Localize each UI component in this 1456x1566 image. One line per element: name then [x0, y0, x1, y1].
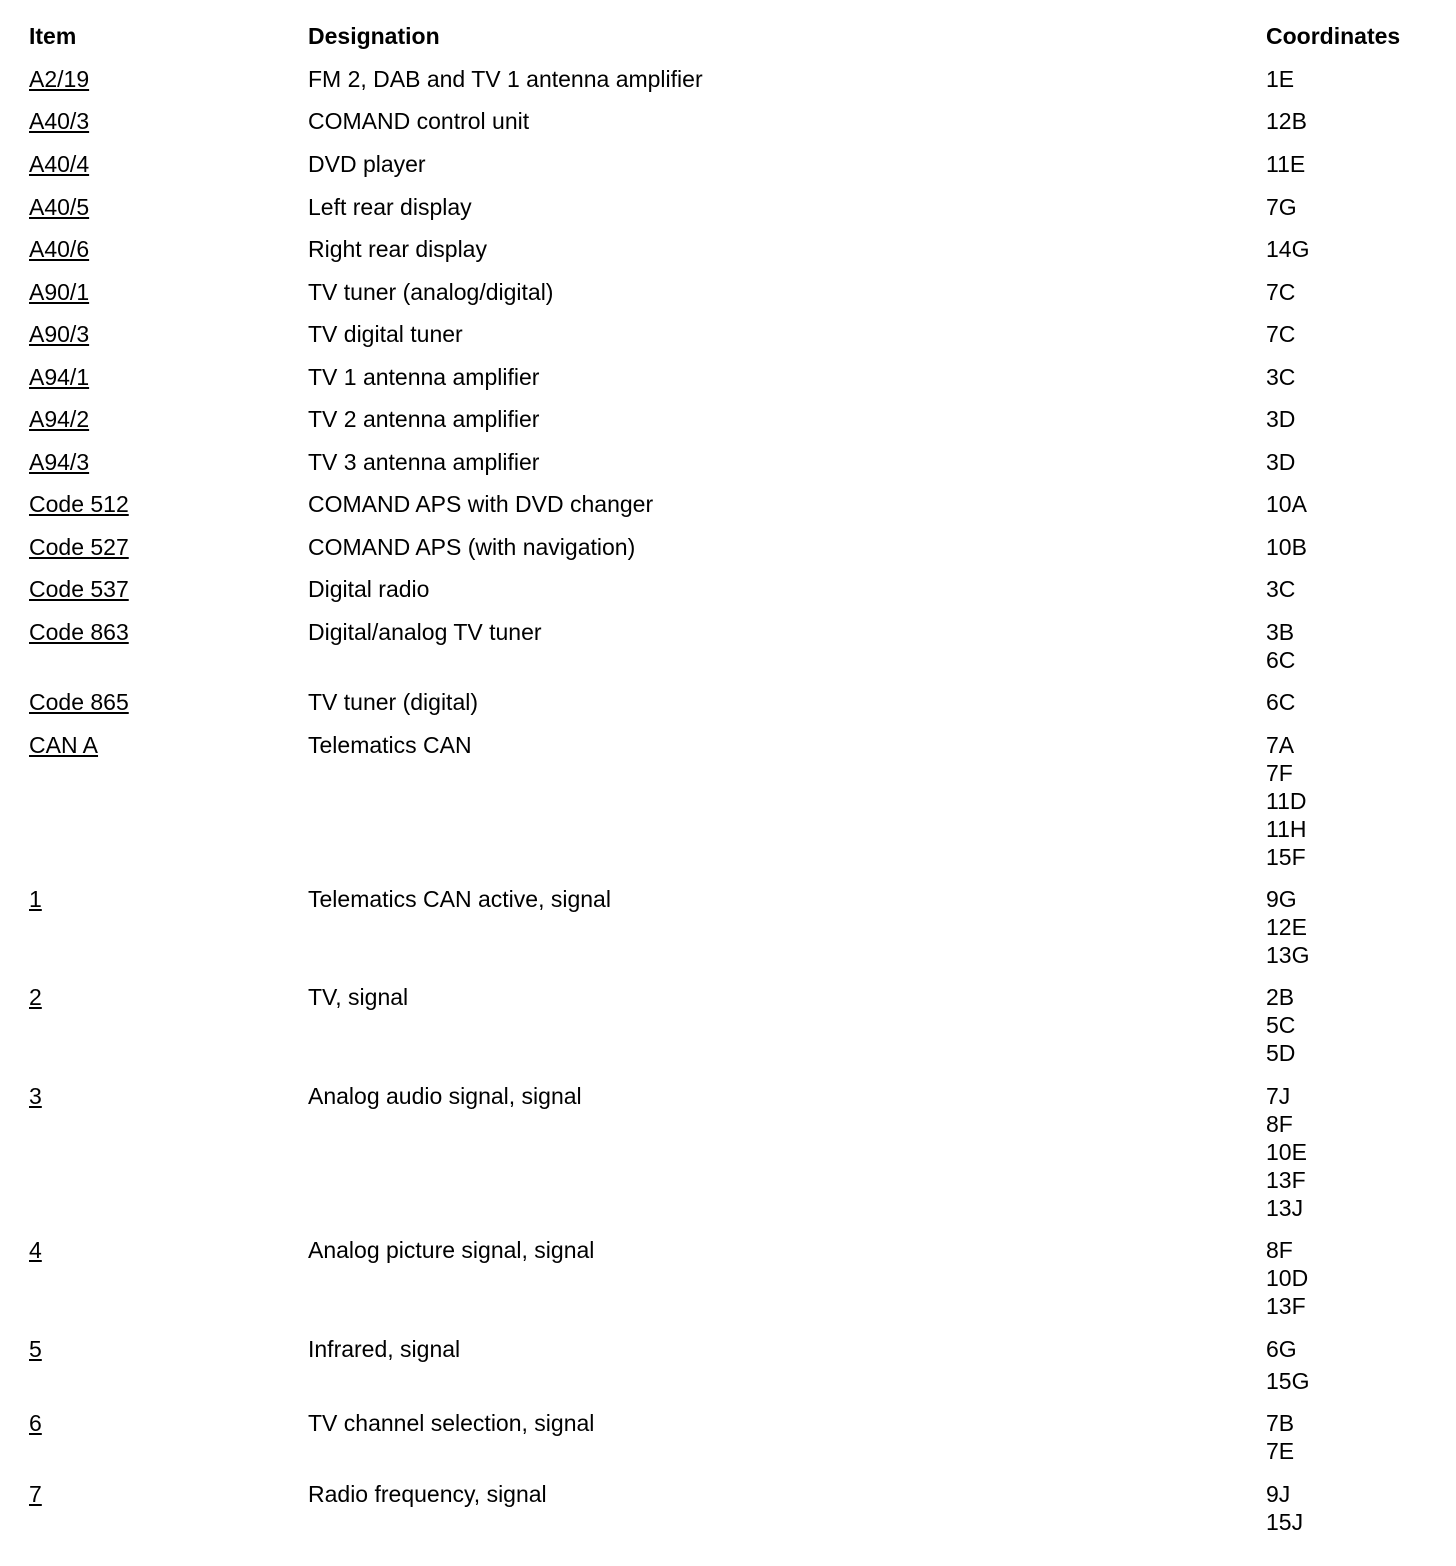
coordinate-value: 7A [1266, 732, 1295, 758]
designation-text: COMAND APS with DVD changer [308, 491, 654, 517]
designation-text: TV tuner (analog/digital) [308, 279, 554, 305]
coordinate-value: 10D [1266, 1265, 1309, 1291]
item-link[interactable]: A90/1 [29, 279, 90, 305]
designation-text: Digital radio [308, 576, 430, 602]
coordinate-value: 6C [1266, 647, 1296, 673]
coordinate-value: 11D [1266, 788, 1307, 814]
coordinate-value: 10A [1266, 491, 1307, 517]
coordinate-value: 10B [1266, 534, 1307, 560]
coordinate-value: 6C [1266, 689, 1296, 715]
coordinates-cell [1266, 490, 1307, 518]
designation-text: Analog audio signal, signal [308, 1083, 582, 1109]
designation-text: Infrared, signal [308, 1336, 461, 1362]
coordinates-cell [1266, 65, 1294, 93]
coordinate-value: 5D [1266, 1040, 1296, 1066]
item-link[interactable]: A40/5 [29, 194, 90, 220]
coordinate-value: 7C [1266, 279, 1296, 305]
designation-text: DVD player [308, 151, 426, 177]
header-coordinates: Coordinates [1266, 23, 1401, 49]
item-link[interactable]: A40/3 [29, 108, 90, 134]
coordinates-cell [1266, 235, 1309, 263]
coordinate-value: 12B [1266, 108, 1307, 134]
coordinate-value: 7G [1266, 194, 1297, 220]
designation-text: TV digital tuner [308, 321, 463, 347]
coordinate-value: 8F [1266, 1111, 1293, 1137]
item-link[interactable]: 3 [29, 1083, 42, 1109]
designation-text: TV tuner (digital) [308, 689, 479, 715]
coordinate-value: 3C [1266, 364, 1296, 390]
coordinate-value: 3D [1266, 406, 1296, 432]
coordinate-value: 13F [1266, 1167, 1306, 1193]
coordinates-cell [1266, 150, 1305, 178]
designation-text: COMAND control unit [308, 108, 530, 134]
item-link[interactable]: Code 537 [29, 576, 129, 602]
coordinate-value: 13J [1266, 1195, 1304, 1221]
coordinate-value: 8F [1266, 1237, 1293, 1263]
designation-text: Telematics CAN active, signal [308, 886, 611, 912]
item-link[interactable]: A94/2 [29, 406, 90, 432]
designation-text: Digital/analog TV tuner [308, 619, 542, 645]
coordinates-cell [1266, 885, 1309, 969]
coordinates-cell [1266, 731, 1307, 871]
designation-text: COMAND APS (with navigation) [308, 534, 636, 560]
item-link[interactable]: 7 [29, 1481, 42, 1507]
coordinates-cell [1266, 1480, 1303, 1536]
coordinates-cell [1266, 1409, 1294, 1465]
item-link[interactable]: A94/3 [29, 449, 90, 475]
header-designation: Designation [308, 23, 440, 49]
designation-text: Left rear display [308, 194, 472, 220]
coordinate-value: 12E [1266, 914, 1307, 940]
item-link[interactable]: Code 512 [29, 491, 129, 517]
coordinate-value: 6G [1266, 1336, 1297, 1362]
coordinate-value: 7J [1266, 1083, 1291, 1109]
coordinates-cell [1266, 688, 1295, 716]
coordinate-value: 3B [1266, 619, 1295, 645]
designation-text: TV, signal [308, 984, 409, 1010]
coordinates-cell [1266, 1335, 1309, 1395]
coordinate-value: 3C [1266, 576, 1296, 602]
coordinate-value: 1E [1266, 66, 1295, 92]
item-link[interactable]: 5 [29, 1336, 42, 1362]
coordinates-cell [1266, 405, 1295, 433]
coordinate-value: 10E [1266, 1139, 1307, 1165]
item-link[interactable]: A40/4 [29, 151, 90, 177]
coordinate-value: 3D [1266, 449, 1296, 475]
designation-text: Analog picture signal, signal [308, 1237, 595, 1263]
item-link[interactable]: Code 863 [29, 619, 129, 645]
item-link[interactable]: A2/19 [29, 66, 90, 92]
header-item: Item [29, 23, 77, 49]
coordinates-cell [1266, 363, 1295, 391]
item-link[interactable]: 2 [29, 984, 42, 1010]
coordinate-value: 14G [1266, 236, 1310, 262]
coordinates-cell [1266, 1236, 1308, 1320]
coordinates-cell [1266, 575, 1295, 603]
coordinate-value: 9G [1266, 886, 1297, 912]
coordinates-cell [1266, 278, 1295, 306]
coordinates-cell [1266, 107, 1307, 135]
coordinates-cell [1266, 193, 1297, 221]
coordinates-cell [1266, 618, 1295, 674]
designation-text: TV 3 antenna amplifier [308, 449, 540, 475]
designation-text: TV 1 antenna amplifier [308, 364, 540, 390]
item-link[interactable]: 4 [29, 1237, 42, 1263]
coordinates-cell [1266, 983, 1295, 1067]
designation-text: TV channel selection, signal [308, 1410, 595, 1436]
item-link[interactable]: CAN A [29, 732, 99, 758]
item-link[interactable]: A94/1 [29, 364, 90, 390]
coordinate-value: 2B [1266, 984, 1295, 1010]
item-link[interactable]: Code 527 [29, 534, 129, 560]
coordinate-value: 9J [1266, 1481, 1291, 1507]
coordinate-value: 7F [1266, 760, 1293, 786]
coordinate-value: 5C [1266, 1012, 1296, 1038]
coordinate-value: 13F [1266, 1293, 1306, 1319]
designation-text: TV 2 antenna amplifier [308, 406, 540, 432]
coordinate-value: 7E [1266, 1438, 1295, 1464]
coordinate-value: 15F [1266, 844, 1306, 870]
item-link[interactable]: A40/6 [29, 236, 90, 262]
designation-text: FM 2, DAB and TV 1 antenna amplifier [308, 66, 703, 92]
designation-text: Telematics CAN [308, 732, 472, 758]
item-link[interactable]: 1 [29, 886, 42, 912]
coordinates-cell [1266, 1082, 1307, 1222]
designation-text: Right rear display [308, 236, 487, 262]
item-link[interactable]: A90/3 [29, 321, 90, 347]
item-link[interactable]: Code 865 [29, 689, 129, 715]
coordinates-cell [1266, 448, 1295, 476]
coordinates-cell [1266, 533, 1307, 561]
coordinates-cell [1266, 320, 1295, 348]
coordinate-value: 11H [1266, 816, 1307, 842]
item-link[interactable]: 6 [29, 1410, 42, 1436]
designation-text: Radio frequency, signal [308, 1481, 547, 1507]
coordinate-value: 7B [1266, 1410, 1295, 1436]
coordinate-value: 15G [1266, 1368, 1310, 1394]
coordinate-value: 7C [1266, 321, 1296, 347]
coordinate-value: 11E [1266, 151, 1306, 177]
coordinate-value: 13G [1266, 942, 1310, 968]
coordinate-value: 15J [1266, 1509, 1304, 1535]
